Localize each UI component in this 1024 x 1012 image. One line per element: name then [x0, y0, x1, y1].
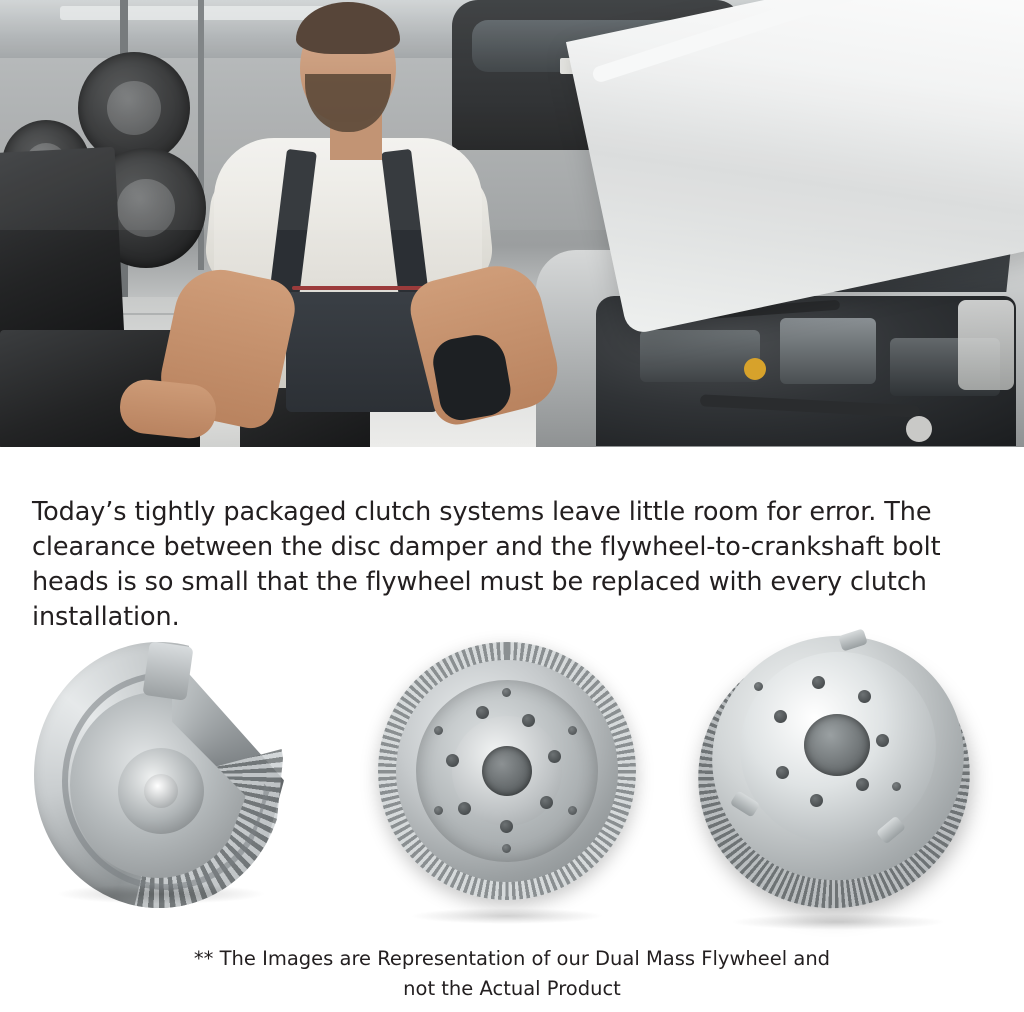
overall-trim [292, 286, 432, 290]
flywheel-bolt [774, 710, 787, 723]
flywheel-hole [502, 688, 511, 697]
disclaimer-line-2: not the Actual Product [403, 977, 621, 1000]
flywheel-bolt [476, 706, 489, 719]
flywheel-hole [754, 682, 763, 691]
flywheel-hole [568, 806, 577, 815]
fluid-cap [906, 416, 932, 442]
clutch-mounting-tab [142, 641, 193, 701]
flywheel-bolt [776, 766, 789, 779]
flywheel-center-bore [804, 714, 870, 776]
flywheel-bolt [858, 690, 871, 703]
flywheel-hole [434, 726, 443, 735]
description-text: Today’s tightly packaged clutch systems leave little room for error. The clearance between the disc damper and the flywheel-to-crankshaft bolt heads is so small that the flywheel must be replaced with every clutch installation. [32, 497, 941, 632]
flywheel-hole [568, 726, 577, 735]
flywheel-bolt [522, 714, 535, 727]
flywheel-center-bore [482, 746, 532, 796]
dual-mass-flywheel-front-image [372, 630, 642, 920]
disclaimer-note [0, 944, 1024, 1004]
flywheel-bolt [500, 820, 513, 833]
flywheel-bolt [446, 754, 459, 767]
flywheel-bolt [458, 802, 471, 815]
engine-component [640, 330, 760, 382]
flywheel-bolt [810, 794, 823, 807]
flywheel-bolt [812, 676, 825, 689]
clutch-hub [144, 774, 178, 808]
product-image-row [0, 620, 1024, 930]
product-shadow [410, 908, 604, 924]
depth-of-field-overlay [0, 0, 1024, 230]
flywheel-bolt [876, 734, 889, 747]
flywheel-bolt [856, 778, 869, 791]
flywheel-hole [434, 806, 443, 815]
disclaimer-line-1: ** The Images are Representation of our Dual Mass Flywheel and [193, 947, 831, 970]
flywheel-bolt [548, 750, 561, 763]
coolant-reservoir [958, 300, 1014, 390]
dual-mass-flywheel-angled-image [688, 626, 988, 926]
flywheel-hole [502, 844, 511, 853]
flywheel-hole [892, 782, 901, 791]
product-shadow [730, 914, 946, 930]
product-shadow [56, 884, 266, 904]
description-block [0, 447, 1024, 635]
oil-filler-cap [744, 358, 766, 380]
engine-component [780, 318, 876, 384]
clutch-assembly-cutaway-image [22, 632, 302, 922]
hero-photo [0, 0, 1024, 447]
flywheel-bolt [540, 796, 553, 809]
